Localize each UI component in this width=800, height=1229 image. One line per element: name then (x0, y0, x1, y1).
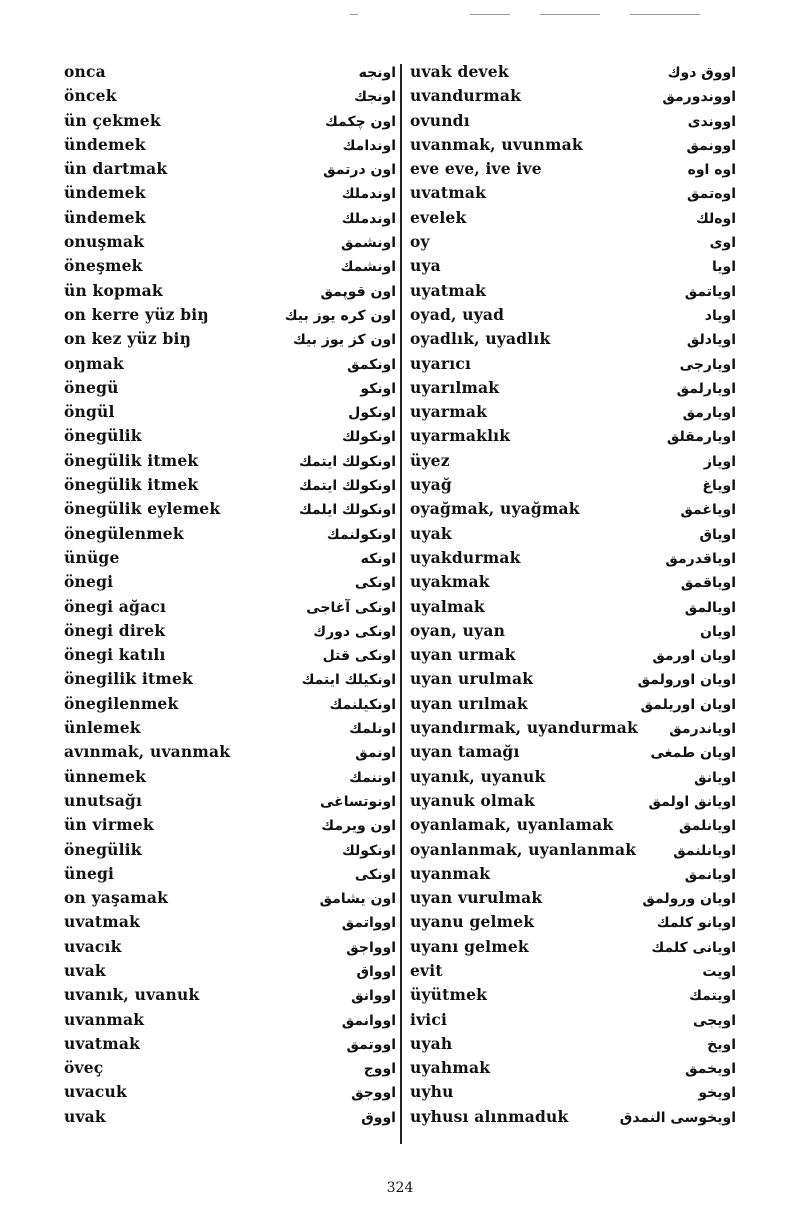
entry-arabic: اويان (700, 623, 736, 640)
dictionary-entry (64, 813, 396, 837)
entry-arabic: اونكيلنمك (329, 696, 396, 713)
entry-latin: avınmak, uvanmak (64, 742, 231, 762)
dictionary-entry (64, 230, 396, 254)
page-number: 324 (386, 1180, 414, 1196)
entry-latin: ivici (410, 1009, 448, 1029)
dictionary-entry (64, 959, 396, 983)
dictionary-entry (410, 595, 736, 619)
entry-latin: uyanık, uyanuk (410, 766, 546, 786)
entry-latin: evit (410, 960, 443, 980)
entry-arabic: اويانق اولمق (648, 793, 736, 810)
dictionary-entry (410, 473, 736, 497)
entry-latin: uyan urılmak (410, 693, 528, 713)
dictionary-entry (64, 716, 396, 740)
entry-arabic: اووندى (687, 113, 736, 130)
dictionary-entry (410, 716, 736, 740)
entry-arabic: اووانق (351, 988, 396, 1005)
entry-latin: uyak (410, 523, 452, 543)
dictionary-entry (64, 570, 396, 594)
entry-latin: uvandurmak (410, 86, 522, 106)
dictionary-entry (410, 813, 736, 837)
dictionary-entry (64, 643, 396, 667)
entry-latin: öncek (64, 86, 117, 106)
dictionary-entry (64, 327, 396, 351)
entry-latin: uyanı gelmek (410, 936, 529, 956)
entry-arabic: اونكيلك ايتمك (301, 672, 396, 689)
entry-latin: uvanık, uvanuk (64, 985, 200, 1005)
entry-latin: uvak devek (410, 62, 509, 81)
dictionary-entry (64, 789, 396, 813)
entry-latin: önegilenmek (64, 693, 179, 713)
dictionary-entry (64, 473, 396, 497)
dictionary-entry (410, 400, 736, 424)
entry-arabic: اونكى دورك (313, 623, 396, 640)
dictionary-entry (410, 303, 736, 327)
entry-latin: on yaşamak (64, 888, 169, 908)
entry-latin: üyez (410, 450, 450, 470)
entry-latin: önegülik eylemek (64, 499, 221, 519)
dictionary-entry (64, 181, 396, 205)
entry-arabic: اوياغ (702, 478, 736, 495)
entry-arabic: اوننمك (349, 769, 396, 786)
dictionary-entry (410, 327, 736, 351)
entry-arabic: اونكولك (342, 842, 396, 859)
entry-arabic: اووق دوك (667, 65, 736, 81)
entry-arabic: اون كره يوز بيك (284, 307, 396, 324)
dictionary-entry (64, 595, 396, 619)
entry-latin: oyad, uyad (410, 304, 505, 324)
entry-latin: uyan vurulmak (410, 888, 543, 908)
entry-arabic: اويان طمغى (650, 745, 736, 762)
entry-arabic: اوياقمق (680, 575, 736, 592)
entry-latin: uyatmak (410, 280, 487, 300)
dictionary-entry (64, 1105, 396, 1129)
entry-arabic: اوياز (703, 453, 736, 470)
dictionary-entry (64, 522, 396, 546)
entry-arabic: اويارمقلق (666, 429, 736, 446)
dictionary-entry (410, 279, 736, 303)
entry-latin: eve eve, ive ive (410, 159, 542, 179)
dictionary-entry (64, 376, 396, 400)
dictionary-entry (410, 959, 736, 983)
entry-latin: ünnemek (64, 766, 147, 786)
entry-arabic: اوياتمق (684, 283, 736, 300)
entry-arabic: اووانمق (341, 1012, 396, 1029)
entry-arabic: اويانى كلمك (651, 939, 736, 956)
dictionary-entry (64, 400, 396, 424)
entry-latin: önegilik itmek (64, 669, 193, 689)
entry-latin: ün kopmak (64, 280, 163, 300)
entry-latin: onca (64, 62, 106, 81)
entry-arabic: اوياغمق (680, 502, 736, 519)
entry-arabic: اويخوسى النمدق (619, 1109, 736, 1126)
column-divider (400, 64, 402, 1144)
entry-arabic: اووج (363, 1061, 396, 1078)
entry-arabic: اويارلمق (676, 380, 736, 397)
entry-arabic: اونكولك ايلمك (298, 502, 396, 519)
dictionary-entry (410, 667, 736, 691)
dictionary-entry (64, 279, 396, 303)
dictionary-entry (410, 935, 736, 959)
entry-latin: üyütmek (410, 985, 488, 1005)
dictionary-entry (410, 1056, 736, 1080)
entry-arabic: اووتمق (346, 1036, 396, 1053)
entry-latin: onuşmak (64, 232, 145, 252)
entry-arabic: اووندورمق (662, 89, 736, 106)
entry-latin: uvak (64, 1106, 106, 1126)
entry-latin: öngül (64, 402, 115, 422)
dictionary-entry (410, 60, 736, 84)
entry-arabic: اوواجق (346, 939, 396, 956)
entry-arabic: اونكولنمك (326, 526, 396, 543)
entry-arabic: اونشمق (340, 235, 396, 252)
entry-arabic: اونلمك (349, 721, 396, 738)
dictionary-entry (64, 352, 396, 376)
entry-arabic: اويا (711, 259, 736, 276)
dictionary-entry (410, 522, 736, 546)
entry-latin: ünlemek (64, 718, 141, 738)
dictionary-entry (64, 910, 396, 934)
dictionary-entry (410, 230, 736, 254)
entry-latin: önegü (64, 377, 119, 397)
entry-latin: uyahmak (410, 1058, 491, 1078)
entry-latin: oyanlamak, uyanlamak (410, 815, 614, 835)
entry-arabic: اويانلمق (679, 818, 736, 835)
dictionary-entry (410, 109, 736, 133)
entry-arabic: اويارجى (679, 356, 736, 373)
dictionary-entry (64, 1032, 396, 1056)
entry-arabic: اوندملك (341, 210, 396, 227)
entry-arabic: اوونمق (686, 137, 736, 154)
entry-arabic: اونجه (358, 65, 396, 81)
entry-latin: uyanuk olmak (410, 790, 535, 810)
entry-arabic: اويجى (692, 1012, 736, 1029)
entry-arabic: اونكى (354, 866, 396, 883)
dictionary-entry (64, 1080, 396, 1104)
entry-arabic: اوندملك (341, 186, 396, 203)
entry-latin: önegi katılı (64, 645, 166, 665)
entry-latin: oyağmak, uyağmak (410, 499, 580, 519)
entry-latin: uvatmak (64, 912, 141, 932)
entry-latin: ün virmek (64, 815, 154, 835)
entry-arabic: اويت (702, 963, 736, 980)
dictionary-entry (64, 157, 396, 181)
entry-latin: uyan urmak (410, 645, 516, 665)
entry-latin: önegülik (64, 426, 142, 446)
entry-arabic: اويتمك (689, 988, 736, 1005)
entry-arabic: اويانو كلمك (656, 915, 736, 932)
entry-arabic: اويان اوريلمق (640, 696, 736, 713)
entry-arabic: اويانمق (684, 866, 736, 883)
entry-arabic: اونكولك (342, 429, 396, 446)
entry-arabic: اوى (709, 235, 736, 252)
dictionary-entry (410, 862, 736, 886)
entry-latin: uyandırmak, uyandurmak (410, 718, 638, 738)
dictionary-entry (64, 497, 396, 521)
dictionary-entry (64, 303, 396, 327)
dictionary-entry (410, 424, 736, 448)
entry-latin: evelek (410, 207, 467, 227)
dictionary-entry (64, 133, 396, 157)
entry-arabic: اوه‌تمق (686, 186, 736, 203)
entry-arabic: اونكى آغاجى (306, 599, 396, 616)
dictionary-entry (410, 692, 736, 716)
dictionary-entry (410, 643, 736, 667)
dictionary-entry (64, 935, 396, 959)
dictionary-entry (64, 546, 396, 570)
entry-latin: oyan, uyan (410, 620, 506, 640)
entry-latin: uyhu (410, 1082, 454, 1102)
entry-latin: on kez yüz biŋ (64, 329, 192, 349)
entry-latin: önegülik itmek (64, 450, 199, 470)
entry-arabic: اون كز يوز بيك (292, 332, 396, 349)
dictionary-entry (64, 1008, 396, 1032)
entry-latin: önegülenmek (64, 523, 184, 543)
entry-arabic: اوياقدرمق (665, 550, 736, 567)
entry-latin: uyalmak (410, 596, 485, 616)
entry-latin: uyakdurmak (410, 547, 521, 567)
dictionary-entry (64, 84, 396, 108)
dictionary-entry (410, 376, 736, 400)
dictionary-entry (64, 449, 396, 473)
entry-arabic: اويانلنمق (673, 842, 736, 859)
entry-latin: uyağ (410, 475, 452, 495)
entry-arabic: اون يشامق (319, 891, 396, 908)
dictionary-entry (64, 254, 396, 278)
dictionary-entry (64, 886, 396, 910)
dictionary-entry (410, 546, 736, 570)
dictionary-entry (410, 254, 736, 278)
left-column (64, 60, 396, 1129)
dictionary-entry (410, 206, 736, 230)
entry-arabic: اون ويرمك (321, 818, 396, 835)
dictionary-entry (410, 1008, 736, 1032)
entry-latin: uyarmaklık (410, 426, 511, 446)
entry-arabic: اوواق (356, 963, 396, 980)
dictionary-entry (64, 1056, 396, 1080)
dictionary-entry (410, 1105, 736, 1129)
dictionary-entry (64, 109, 396, 133)
entry-arabic: اويادلق (686, 332, 736, 349)
dictionary-entry (410, 886, 736, 910)
dictionary-entry (410, 449, 736, 473)
entry-arabic: اونكول (348, 405, 396, 422)
dictionary-entry (410, 838, 736, 862)
dictionary-entry (410, 789, 736, 813)
dictionary-entry (64, 692, 396, 716)
entry-latin: uyhusı alınmaduk (410, 1106, 569, 1126)
entry-arabic: اونوتساغى (319, 793, 396, 810)
entry-latin: uvanmak, uvunmak (410, 134, 583, 154)
entry-latin: on kerre yüz biŋ (64, 304, 209, 324)
dictionary-entry (64, 983, 396, 1007)
entry-latin: uvanmak (64, 1009, 145, 1029)
entry-latin: oŋmak (64, 353, 124, 373)
entry-arabic: اووق (361, 1109, 396, 1126)
entry-latin: önegi direk (64, 620, 166, 640)
entry-arabic: اوه اوه (687, 162, 736, 179)
entry-latin: uvacuk (64, 1082, 127, 1102)
entry-latin: öveç (64, 1058, 104, 1078)
entry-latin: unutsağı (64, 790, 143, 810)
dictionary-entry (410, 84, 736, 108)
entry-latin: önegülik itmek (64, 475, 199, 495)
entry-arabic: اويان اورمق (652, 648, 736, 665)
entry-arabic: اون قوپمق (320, 283, 396, 300)
entry-latin: uyan tamağı (410, 742, 520, 762)
entry-latin: ündemek (64, 134, 146, 154)
top-scan-marks (300, 8, 720, 22)
entry-arabic: اون چكمك (325, 113, 396, 130)
dictionary-entry (64, 424, 396, 448)
dictionary-entry (64, 619, 396, 643)
entry-latin: uvatmak (64, 1033, 141, 1053)
entry-arabic: اونكى قتل (322, 648, 396, 665)
entry-latin: ünüge (64, 547, 120, 567)
dictionary-entry (64, 667, 396, 691)
entry-arabic: اوندامك (342, 137, 396, 154)
entry-arabic: اوياد (704, 307, 736, 324)
entry-latin: önegi ağacı (64, 596, 167, 616)
entry-arabic: اونكولك ايتمك (298, 453, 396, 470)
entry-latin: uyarılmak (410, 377, 500, 397)
entry-arabic: اووجق (351, 1085, 396, 1102)
dictionary-entry (64, 740, 396, 764)
dictionary-entry (64, 206, 396, 230)
entry-latin: uyah (410, 1033, 453, 1053)
entry-latin: oyanlanmak, uyanlanmak (410, 839, 637, 859)
dictionary-entry (410, 765, 736, 789)
entry-latin: uyan urulmak (410, 669, 534, 689)
right-column (410, 60, 736, 1129)
entry-latin: uyanmak (410, 863, 491, 883)
dictionary-entry (410, 740, 736, 764)
entry-arabic: اويخو (698, 1085, 736, 1102)
dictionary-entry (410, 133, 736, 157)
entry-latin: uyanu gelmek (410, 912, 535, 932)
entry-arabic: اويان اورولمق (637, 672, 736, 689)
entry-latin: uyarıcı (410, 353, 472, 373)
entry-arabic: اونمق (355, 745, 396, 762)
entry-latin: ündemek (64, 183, 146, 203)
entry-latin: uvak (64, 960, 106, 980)
dictionary-entry (410, 181, 736, 205)
dictionary-entry (410, 983, 736, 1007)
dictionary-entry (410, 157, 736, 181)
entry-latin: öneşmek (64, 256, 143, 276)
entry-latin: uvatmak (410, 183, 487, 203)
entry-latin: oy (410, 232, 430, 252)
entry-arabic: اويخ (707, 1036, 736, 1053)
dictionary-entry (64, 765, 396, 789)
entry-arabic: اونكمق (347, 356, 396, 373)
entry-arabic: اونجك (354, 89, 396, 106)
entry-latin: önegi (64, 572, 114, 592)
entry-arabic: اونكولك ايتمك (298, 478, 396, 495)
entry-arabic: اويان ورولمق (642, 891, 736, 908)
entry-latin: ovundı (410, 110, 470, 130)
entry-arabic: اوه‌لك (695, 210, 736, 227)
entry-latin: uyakmak (410, 572, 490, 592)
entry-arabic: اويالمق (684, 599, 736, 616)
entry-latin: uyarmak (410, 402, 488, 422)
entry-arabic: اويارمق (682, 405, 736, 422)
entry-latin: oyadlık, uyadlık (410, 329, 551, 349)
dictionary-entry (410, 1080, 736, 1104)
entry-arabic: اون درتمق (323, 162, 396, 179)
entry-latin: ünegi (64, 863, 115, 883)
entry-arabic: اونكى (354, 575, 396, 592)
entry-latin: ün çekmek (64, 110, 161, 130)
dictionary-entry (410, 619, 736, 643)
entry-arabic: اوياق (699, 526, 736, 543)
entry-arabic: اويخمق (685, 1061, 736, 1078)
dictionary-entry (410, 570, 736, 594)
entry-latin: uvacık (64, 936, 122, 956)
entry-arabic: اويانق (694, 769, 736, 786)
entry-arabic: اونكه (360, 550, 396, 567)
entry-arabic: اونشمك (340, 259, 396, 276)
dictionary-entry (64, 60, 396, 84)
entry-arabic: اوياندرمق (669, 721, 736, 738)
entry-arabic: اونكو (360, 380, 396, 397)
entry-arabic: اوواتمق (341, 915, 396, 932)
dictionary-entry (410, 1032, 736, 1056)
dictionary-entry (64, 862, 396, 886)
dictionary-entry (64, 838, 396, 862)
entry-latin: önegülik (64, 839, 142, 859)
dictionary-entry (410, 910, 736, 934)
entry-latin: uya (410, 256, 441, 276)
dictionary-entry (410, 352, 736, 376)
entry-latin: ündemek (64, 207, 146, 227)
entry-latin: ün dartmak (64, 159, 168, 179)
dictionary-entry (410, 497, 736, 521)
